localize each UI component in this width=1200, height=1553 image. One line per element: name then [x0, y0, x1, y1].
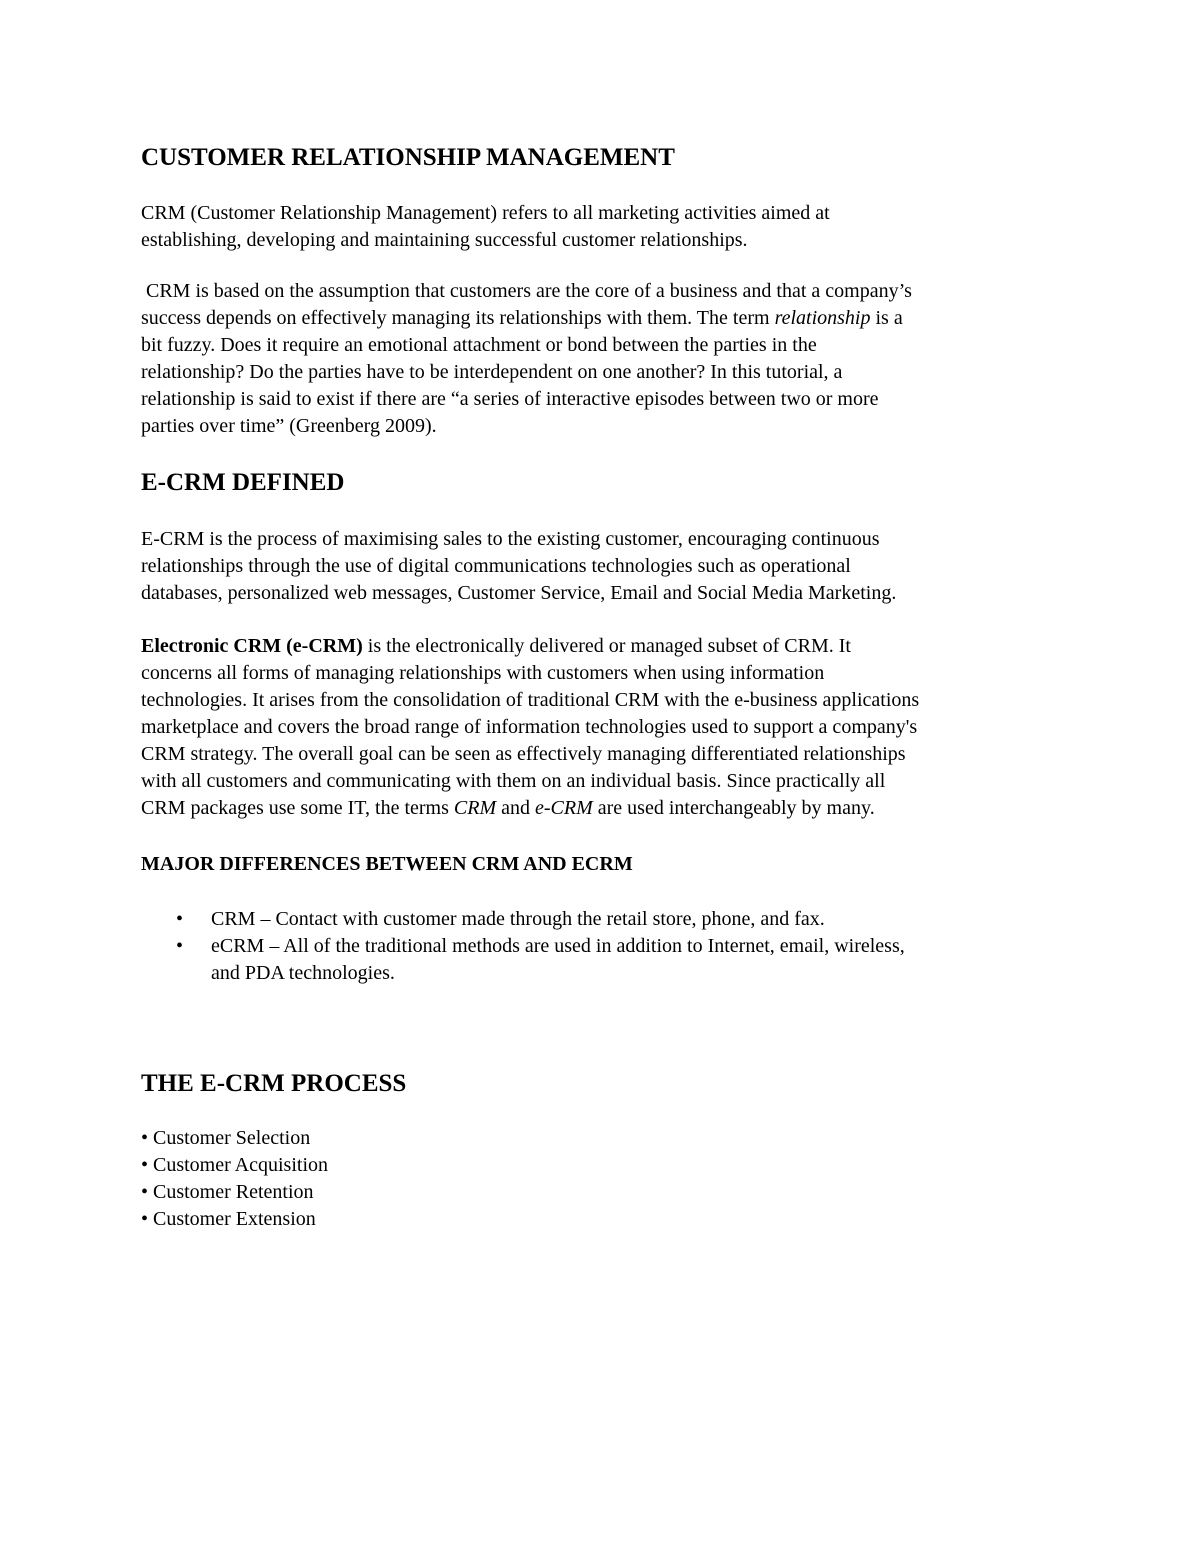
- list-item: [141, 933, 1081, 987]
- assumption-paragraph: [141, 278, 1081, 440]
- intro-paragraph: [141, 200, 1081, 254]
- e-crm-term: e-CRM: [535, 797, 593, 819]
- intro-line-1: CRM (Customer Relationship Management) refers to all marketing activities aimed at: [141, 202, 830, 224]
- major-differences-heading: MAJOR DIFFERENCES BETWEEN CRM AND ECRM: [141, 853, 633, 875]
- ecrm-line-2: concerns all forms of managing relationships with customers when using information: [141, 662, 825, 684]
- difference-crm: CRM – Contact with customer made through the retail store, phone, and fax.: [211, 908, 825, 930]
- assumption-line-2-pre: success depends on effectively managing its relationships with them. The term: [141, 307, 775, 329]
- assumption-line-2: [141, 305, 1081, 332]
- differences-list: [141, 906, 1081, 987]
- electronic-crm-paragraph: [141, 633, 1081, 822]
- list-item: • Customer Retention: [141, 1181, 314, 1203]
- list-item: • Customer Extension: [141, 1208, 316, 1230]
- ecrm-line-7-post: are used interchangeably by many.: [592, 797, 875, 819]
- ecrm-line-4: marketplace and covers the broad range of information technologies used to support a company's: [141, 716, 918, 738]
- intro-line-2: establishing, developing and maintaining successful customer relationships.: [141, 229, 748, 251]
- electronic-crm-term: Electronic CRM (e-CRM): [141, 635, 363, 657]
- ecrm-defined-heading: E-CRM DEFINED: [141, 469, 345, 496]
- document-title: CUSTOMER RELATIONSHIP MANAGEMENT: [141, 144, 675, 171]
- assumption-line-1: CRM is based on the assumption that customers are the core of a business and that a company’s: [141, 280, 912, 302]
- assumption-line-6: parties over time” (Greenberg 2009).: [141, 415, 437, 437]
- ecrm-line-5: CRM strategy. The overall goal can be seen as effectively managing differentiated relationships: [141, 743, 906, 765]
- difference-ecrm-line-2: and PDA technologies.: [211, 962, 395, 984]
- list-item: • Customer Acquisition: [141, 1154, 329, 1176]
- difference-ecrm-line-1: eCRM – All of the traditional methods are used in addition to Internet, email, wireless,: [211, 935, 905, 957]
- ecrm-definition-paragraph: [141, 526, 1081, 607]
- assumption-line-4: relationship? Do the parties have to be interdependent on one another? In this tutorial, a: [141, 361, 843, 383]
- assumption-line-5: relationship is said to exist if there are “a series of interactive episodes between two or more: [141, 388, 879, 410]
- ecrm-def-line-1: E-CRM is the process of maximising sales to the existing customer, encouraging continuous: [141, 528, 880, 550]
- ecrm-line-3: technologies. It arises from the consolidation of traditional CRM with the e-business applications: [141, 689, 920, 711]
- ecrm-process-heading: THE E-CRM PROCESS: [141, 1070, 407, 1097]
- ecrm-def-line-3: databases, personalized web messages, Customer Service, Email and Social Media Marketing.: [141, 582, 897, 604]
- ecrm-process-list: [141, 1125, 1081, 1233]
- ecrm-line-1: [141, 633, 1081, 660]
- list-item: [141, 906, 1081, 933]
- ecrm-line-7-mid: and: [496, 797, 535, 819]
- ecrm-def-line-2: relationships through the use of digital communications technologies such as operational: [141, 555, 851, 577]
- ecrm-line-6: with all customers and communicating with them on an individual basis. Since practically all: [141, 770, 886, 792]
- assumption-line-3: bit fuzzy. Does it require an emotional attachment or bond between the parties in the: [141, 334, 817, 356]
- relationship-term: relationship: [774, 307, 871, 329]
- assumption-line-2-post: is a: [870, 307, 903, 329]
- ecrm-line-7-pre: CRM packages use some IT, the terms: [141, 797, 454, 819]
- bullet-icon: •: [176, 935, 184, 957]
- list-item: • Customer Selection: [141, 1127, 311, 1149]
- crm-term: CRM: [453, 797, 497, 819]
- bullet-icon: •: [176, 908, 184, 930]
- differences-list-wrapper: [141, 906, 1081, 987]
- ecrm-line-1-rest: is the electronically delivered or managed subset of CRM. It: [362, 635, 851, 657]
- ecrm-line-7: [141, 795, 1081, 822]
